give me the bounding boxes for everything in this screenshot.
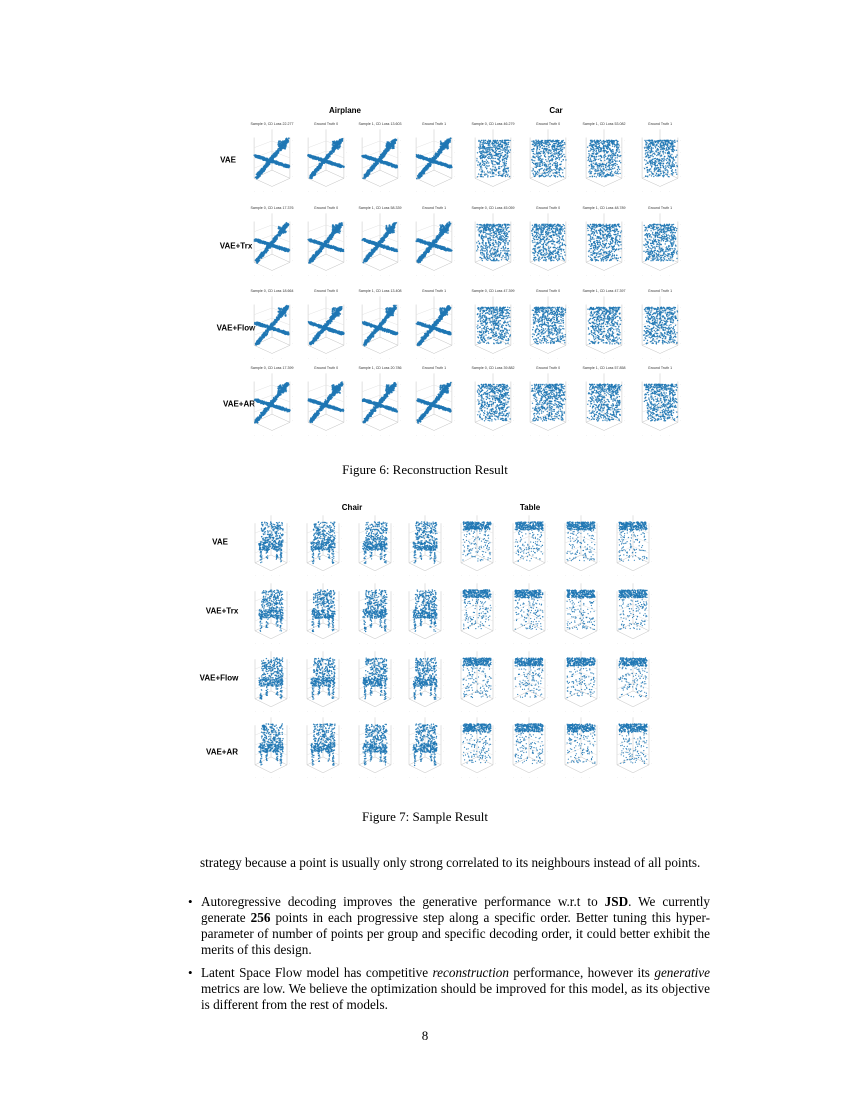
svg-text:·: · [624,139,625,143]
point-cloud-plot [556,514,606,580]
svg-text:·: · [513,151,514,155]
svg-text:·: · [548,190,549,194]
point-cloud-plot [452,716,502,782]
point-cloud-plot [400,582,450,648]
panel-title: Ground Truth 1 [422,366,446,370]
point-cloud-plot [452,650,502,716]
row-label: VAE+Trx [206,607,239,616]
point-cloud-panel [246,650,296,716]
panel-title: Ground Truth 0 [536,366,560,370]
svg-text:·: · [263,190,264,194]
svg-text:·: · [513,175,514,179]
svg-text:·: · [454,139,455,143]
svg-text:·: · [272,190,273,194]
point-cloud-panel [556,716,606,782]
svg-text:·: · [292,139,293,143]
svg-text:·: · [346,139,347,143]
svg-text:·: · [380,190,381,194]
bullet-2-part: performance, however its [509,965,654,980]
svg-text:·: · [400,175,401,179]
point-cloud-panel [556,514,606,580]
panel-title: Sample 1, CD Loss 47.397 [583,289,626,293]
col-title-chair: Chair [342,503,362,512]
row-label: VAE+Trx [220,242,253,251]
point-cloud-plot [504,650,554,716]
svg-text:·: · [624,163,625,167]
row-label: VAE [220,156,236,165]
point-cloud-plot [350,582,400,648]
svg-text:·: · [586,190,587,194]
svg-text:·: · [568,139,569,143]
bullet-marker: • [188,894,193,910]
panel-title: Sample 0, CD Loss 17.376 [251,206,294,210]
col-title-airplane: Airplane [329,106,361,115]
point-cloud-plot [350,514,400,580]
panel-title: Ground Truth 1 [648,206,672,210]
point-cloud-plot [400,514,450,580]
panel-title: Sample 1, CD Loss 20.786 [359,366,402,370]
panel-title: Ground Truth 0 [536,206,560,210]
page-number: 8 [0,1028,850,1044]
svg-text:·: · [317,190,318,194]
svg-text:·: · [680,175,681,179]
point-cloud-plot [504,582,554,648]
svg-text:·: · [389,190,390,194]
point-cloud-panel [400,716,450,782]
svg-text:·: · [400,139,401,143]
svg-text:·: · [346,151,347,155]
bullet-marker: • [188,965,193,981]
point-cloud-panel [452,650,502,716]
point-cloud-panel [400,514,450,580]
point-cloud-plot [504,514,554,580]
svg-text:·: · [568,163,569,167]
svg-text:·: · [346,175,347,179]
point-cloud-panel [246,716,296,782]
row-label: VAE+AR [206,748,238,757]
point-cloud-plot [298,514,348,580]
panel-title: Sample 0, CD Loss 45.059 [472,206,515,210]
point-cloud-panel [556,582,606,648]
svg-text:·: · [669,190,670,194]
bullet-2-italic: generative [654,965,710,980]
panel-title: Ground Truth 0 [536,122,560,126]
point-cloud-plot [350,716,400,782]
svg-text:·: · [595,190,596,194]
col-title-car: Car [549,106,562,115]
svg-text:·: · [660,190,661,194]
point-cloud-panel [556,650,606,716]
point-cloud-panel [504,716,554,782]
point-cloud-plot [246,716,296,782]
svg-text:·: · [425,190,426,194]
panel-title: Ground Truth 1 [648,289,672,293]
svg-text:·: · [624,175,625,179]
point-cloud-panel [452,716,502,782]
point-cloud-plot [246,650,296,716]
panel-title: Sample 0, CD Loss 47.399 [472,289,515,293]
point-cloud-panel [298,650,348,716]
point-cloud-plot [298,650,348,716]
point-cloud-panel [452,514,502,580]
col-title-table: Table [520,503,540,512]
point-cloud-panel [504,514,554,580]
svg-text:·: · [484,190,485,194]
svg-text:·: · [326,190,327,194]
panel-title: Sample 1, CD Loss 13.408 [359,289,402,293]
svg-text:·: · [568,151,569,155]
row-label: VAE+Flow [217,324,256,333]
point-cloud-plot [556,650,606,716]
svg-text:·: · [308,190,309,194]
point-cloud-panel [350,514,400,580]
svg-text:·: · [513,139,514,143]
point-cloud-plot [504,716,554,782]
svg-text:·: · [443,190,444,194]
point-cloud-panel [350,650,400,716]
point-cloud-panel [608,514,658,580]
bullet-1-part: points in each progressive step along a specific order. Better tuning this hyper-parameter of number of points per group and specific decoding order, it could better exhibit the merits of this design. [201,910,710,957]
figure-7-caption: Figure 7: Sample Result [0,809,850,825]
point-cloud-panel [246,514,296,580]
point-cloud-plot [400,716,450,782]
svg-text:·: · [502,190,503,194]
bullet-1-bold-jsd: JSD [605,894,628,909]
point-cloud-plot [556,716,606,782]
svg-text:·: · [539,190,540,194]
panel-title: Sample 0, CD Loss 39.882 [472,366,515,370]
svg-text:·: · [624,151,625,155]
svg-text:·: · [454,175,455,179]
svg-text:·: · [335,190,336,194]
point-cloud-plot [556,582,606,648]
paragraph-continuation: strategy because a point is usually only strong correlated to its neighbours instead of all points. [200,855,710,871]
panel-title: Ground Truth 1 [422,122,446,126]
svg-text:·: · [362,190,363,194]
row-label: VAE+AR [223,400,255,409]
svg-text:·: · [642,190,643,194]
svg-text:·: · [416,190,417,194]
panel-title: Sample 0, CD Loss 22.277 [251,122,294,126]
point-cloud-panel [350,582,400,648]
panel-title: Ground Truth 0 [314,289,338,293]
svg-text:·: · [371,190,372,194]
bullet-1-bold-256: 256 [251,910,271,925]
panel-title: Ground Truth 1 [648,366,672,370]
point-cloud-panel [246,582,296,648]
svg-text:·: · [651,190,652,194]
point-cloud-panel [452,582,502,648]
bullet-1-part: Autoregressive decoding improves the generative performance w.r.t to [201,894,605,909]
bullet-2-text [201,965,710,1013]
bullet-1-text [201,894,710,958]
panel-title: Ground Truth 0 [314,366,338,370]
point-cloud-panel [400,582,450,648]
point-cloud-plot [298,716,348,782]
svg-text:·: · [680,139,681,143]
point-cloud-panel [298,514,348,580]
svg-text:·: · [557,190,558,194]
svg-text:·: · [346,163,347,167]
panel-title: Ground Truth 0 [314,206,338,210]
panel-title: Sample 0, CD Loss 17.399 [251,366,294,370]
panel-title: Sample 1, CD Loss 13.603 [359,122,402,126]
point-cloud-panel [350,716,400,782]
svg-text:·: · [568,175,569,179]
svg-text:·: · [613,190,614,194]
point-cloud-plot [608,650,658,716]
panel-title: Ground Truth 0 [536,289,560,293]
bullet-1-part: . We currently generate [201,894,710,925]
point-cloud-plot [452,582,502,648]
svg-text:·: · [493,190,494,194]
point-cloud-plot [246,514,296,580]
row-label: VAE+Flow [200,674,239,683]
point-cloud-panel [400,650,450,716]
svg-text:·: · [400,163,401,167]
svg-text:·: · [292,163,293,167]
panel-title: Ground Truth 0 [314,122,338,126]
point-cloud-plot [608,514,658,580]
panel-title: Sample 1, CD Loss 58.339 [359,206,402,210]
svg-text:·: · [292,151,293,155]
point-cloud-plot [452,514,502,580]
svg-text:·: · [530,190,531,194]
point-cloud-panel [504,650,554,716]
point-cloud-panel [298,716,348,782]
point-cloud-plot [350,650,400,716]
svg-text:·: · [292,175,293,179]
panel-title: Sample 1, CD Loss 48.789 [583,206,626,210]
point-cloud-panel [608,582,658,648]
svg-text:·: · [400,151,401,155]
point-cloud-panel [504,582,554,648]
svg-text:·: · [475,190,476,194]
panel-title: Sample 1, CD Loss 53.082 [583,122,626,126]
bullet-2-italic: reconstruction [433,965,509,980]
point-cloud-plot [608,582,658,648]
panel-title: Sample 0, CD Loss 46.279 [472,122,515,126]
svg-text:·: · [680,151,681,155]
row-label: VAE [212,538,228,547]
bullet-2-part: metrics are low. We believe the optimization should be improved for this model, as its objective is different from the rest of models. [201,981,710,1012]
svg-text:·: · [454,163,455,167]
panel-title: Ground Truth 1 [648,122,672,126]
svg-text:·: · [604,190,605,194]
point-cloud-panel [608,650,658,716]
svg-text:·: · [281,190,282,194]
point-cloud-plot [608,716,658,782]
point-cloud-plot [298,582,348,648]
point-cloud-panel [298,582,348,648]
panel-title: Sample 0, CD Loss 18.664 [251,289,294,293]
svg-text:·: · [454,151,455,155]
point-cloud-plot [400,650,450,716]
figure-6-caption: Figure 6: Reconstruction Result [0,462,850,478]
svg-text:·: · [513,163,514,167]
bullet-2-part: Latent Space Flow model has competitive [201,965,433,980]
point-cloud-plot [246,582,296,648]
svg-text:·: · [434,190,435,194]
panel-title: Ground Truth 1 [422,206,446,210]
panel-title: Sample 1, CD Loss 57.858 [583,366,626,370]
point-cloud-panel [608,716,658,782]
svg-text:·: · [254,190,255,194]
panel-title: Ground Truth 1 [422,289,446,293]
svg-text:·: · [680,163,681,167]
